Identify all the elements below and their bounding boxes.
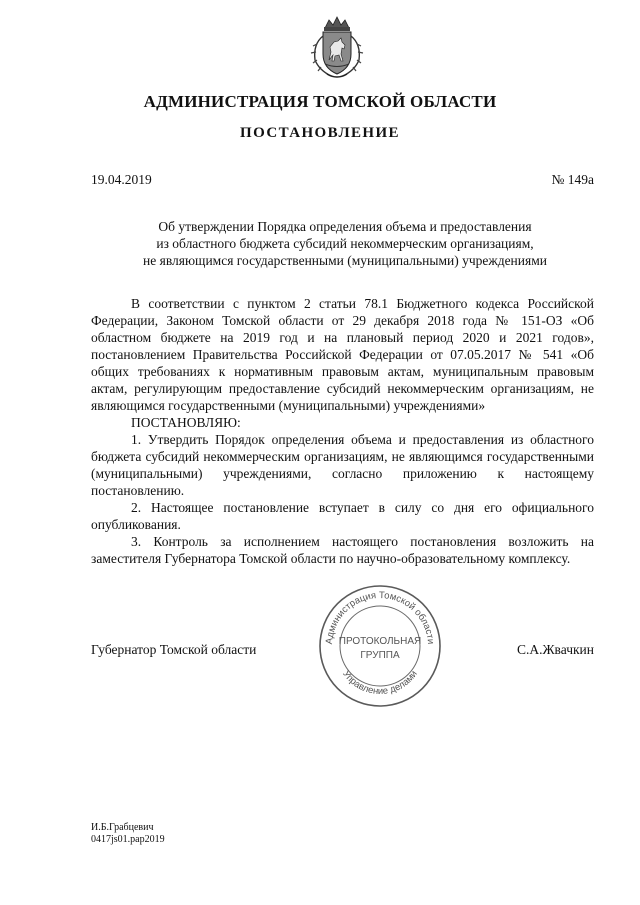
stamp-center-line-1: ПРОТОКОЛЬНАЯ	[338, 636, 422, 647]
resolve-heading: ПОСТАНОВЛЯЮ:	[131, 415, 241, 430]
subject-line: Об утверждении Порядка определения объема и предоставления	[158, 219, 532, 234]
item-paragraph-3: 3. Контроль за исполнением настоящего постановления возложить на заместителя Губернатора Томской области по научно-образовательному комплексу.	[91, 534, 594, 566]
organization-title: АДМИНИСТРАЦИЯ ТОМСКОЙ ОБЛАСТИ	[143, 92, 497, 111]
document-type: ПОСТАНОВЛЕНИЕ	[240, 125, 400, 141]
item-paragraph-2: 2. Настоящее постановление вступает в силу со дня его официального опубликования.	[91, 500, 594, 532]
official-stamp	[316, 582, 444, 710]
document-subject	[100, 218, 590, 269]
stamp-center-line-2: ГРУППА	[360, 650, 400, 661]
executor-block	[91, 822, 165, 846]
signer-name: С.А.Жвачкин	[516, 642, 594, 657]
subject-line: не являющимся государственными (муниципальными) учреждениями	[143, 253, 547, 268]
subject-line: из областного бюджета субсидий некоммерческим организациям,	[156, 236, 534, 251]
tomsk-coat-of-arms-icon	[307, 14, 367, 80]
document-number: № 149а	[551, 172, 594, 187]
executor-file: 0417js01.pap2019	[91, 834, 165, 845]
stamp-outer-bottom-text: Управление делами	[340, 668, 420, 698]
item-paragraph-1: 1. Утвердить Порядок определения объема и предоставления из областного бюджета субсидий некоммерческим организациям, не являющимся государственными (муниципальными) учреждениями, согласно приложению к настоящему постановлению.	[91, 432, 594, 498]
document-date: 19.04.2019	[91, 172, 152, 187]
signer-title: Губернатор Томской области	[91, 642, 257, 657]
executor-name: И.Б.Грабцевич	[91, 822, 154, 833]
preamble-paragraph: В соответствии с пунктом 2 статьи 78.1 Бюджетного кодекса Российской Федерации, Законом Томской области от 29 декабря 2018 года № 151-ОЗ «Об областном бюджете на 2019 год и на плановый период 2020 и 2021 годов», постановлением Правительства Российской Федерации от 07.05.2017 № 541 «Об общих требованиях к нормативным правовым актам, муниципальным правовым актам, регулирующим предоставление субсидий некоммерческим организациям, не являющимся государственными (муниципальными) учреждениями»	[91, 296, 594, 413]
stamp-outer-top-text: Администрация Томской области	[323, 589, 437, 645]
document-body	[91, 295, 594, 567]
